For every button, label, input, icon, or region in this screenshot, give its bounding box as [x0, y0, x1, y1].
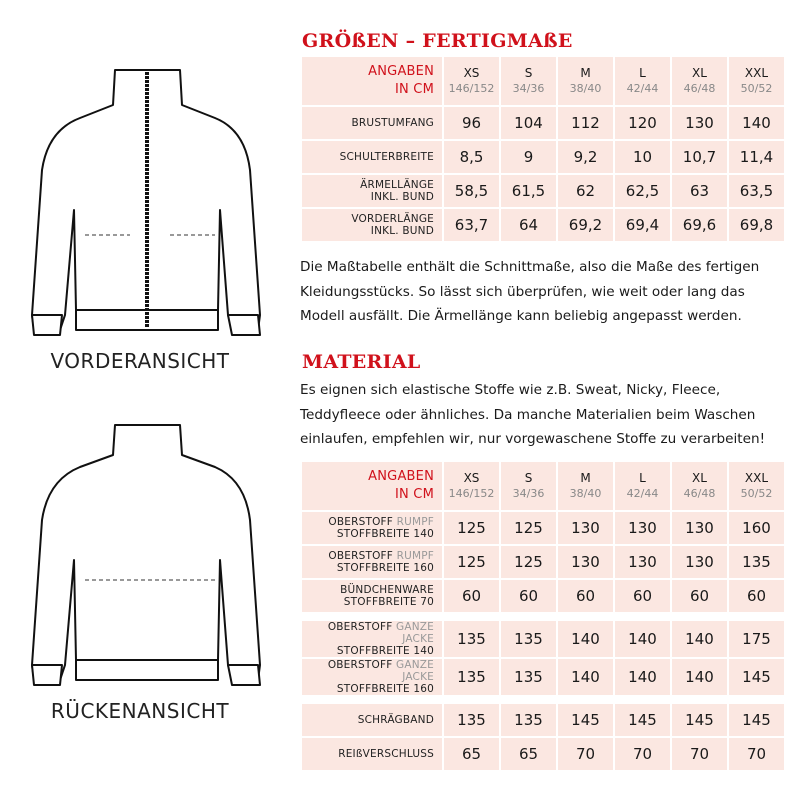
row-gap: [301, 696, 785, 703]
table-row: [301, 106, 785, 140]
material-text: Es eignen sich elastische Stoffe wie z.B. Sweat, Nicky, Fleece, Teddyfleece oder ähnliches. Da manche Materialien beim Waschen einlaufen, empfehlen wir, nur vorgewaschene Stoffe zu verarbeiten!: [300, 382, 766, 447]
value-cell: 60: [728, 579, 785, 613]
value-cell: 125: [443, 545, 500, 579]
back-view-label: RÜCKENANSICHT: [50, 699, 230, 723]
size-col: XL 46/48: [671, 461, 728, 511]
value-cell: 69,4: [614, 208, 671, 242]
value-cell: 58,5: [443, 174, 500, 208]
row-label: SCHULTERBREITE: [301, 140, 443, 174]
value-cell: 140: [557, 658, 614, 696]
size-col: XXL 50/52: [728, 461, 785, 511]
value-cell: 145: [614, 703, 671, 737]
material-title: MATERIAL: [302, 351, 421, 373]
table-row: [301, 579, 785, 613]
value-cell: 130: [614, 511, 671, 545]
value-cell: 104: [500, 106, 557, 140]
row-label: ÄRMELLÄNGE INKL. BUND: [301, 174, 443, 208]
value-cell: 8,5: [443, 140, 500, 174]
value-cell: 140: [614, 620, 671, 658]
value-cell: 64: [500, 208, 557, 242]
row-label: OBERSTOFF GANZE JACKE STOFFBREITE 160: [301, 658, 443, 696]
sizes-title: GRÖßEN – FERTIGMAßE: [302, 30, 573, 52]
front-view-label: VORDERANSICHT: [50, 349, 230, 373]
value-cell: 65: [443, 737, 500, 771]
size-col: L 42/44: [614, 461, 671, 511]
row-label: BÜNDCHENWARE STOFFBREITE 70: [301, 579, 443, 613]
value-cell: 69,2: [557, 208, 614, 242]
size-col: S 34/36: [500, 461, 557, 511]
value-cell: 145: [557, 703, 614, 737]
value-cell: 130: [671, 545, 728, 579]
value-cell: 60: [557, 579, 614, 613]
size-col: XS 146/152: [443, 56, 500, 106]
jacket-front-illustration: [10, 60, 280, 350]
row-label: SCHRÄGBAND: [301, 703, 443, 737]
value-cell: 69,8: [728, 208, 785, 242]
row-label: VORDERLÄNGE INKL. BUND: [301, 208, 443, 242]
value-cell: 125: [500, 545, 557, 579]
value-cell: 175: [728, 620, 785, 658]
value-cell: 145: [671, 703, 728, 737]
value-cell: 145: [728, 658, 785, 696]
value-cell: 9: [500, 140, 557, 174]
size-col: M 38/40: [557, 461, 614, 511]
row-label: OBERSTOFF RUMPF STOFFBREITE 160: [301, 545, 443, 579]
value-cell: 130: [557, 545, 614, 579]
value-cell: 60: [614, 579, 671, 613]
value-cell: 70: [614, 737, 671, 771]
table-row: [301, 511, 785, 545]
value-cell: 145: [728, 703, 785, 737]
value-cell: 130: [671, 106, 728, 140]
size-col: L 42/44: [614, 56, 671, 106]
value-cell: 11,4: [728, 140, 785, 174]
value-cell: 61,5: [500, 174, 557, 208]
value-cell: 62,5: [614, 174, 671, 208]
value-cell: 63,5: [728, 174, 785, 208]
row-label: OBERSTOFF GANZE JACKE STOFFBREITE 140: [301, 620, 443, 658]
value-cell: 135: [728, 545, 785, 579]
value-cell: 125: [443, 511, 500, 545]
size-col: XXL 50/52: [728, 56, 785, 106]
value-cell: 60: [443, 579, 500, 613]
value-cell: 112: [557, 106, 614, 140]
value-cell: 69,6: [671, 208, 728, 242]
header-label: ANGABEN IN CM: [301, 461, 443, 511]
value-cell: 70: [671, 737, 728, 771]
table-row: [301, 174, 785, 208]
row-gap: [301, 613, 785, 620]
size-col: M 38/40: [557, 56, 614, 106]
table-row: [301, 620, 785, 658]
sizes-note: Die Maßtabelle enthält die Schnittmaße, also die Maße des fertigen Kleidungsstücks. So lässt sich überprüfen, wie weit oder lang das Modell ausfällt. Die Ärmellänge kann beliebig angepasst werden.: [300, 259, 760, 324]
table-row: [301, 140, 785, 174]
row-label: OBERSTOFF RUMPF STOFFBREITE 140: [301, 511, 443, 545]
value-cell: 63,7: [443, 208, 500, 242]
size-col: XS 146/152: [443, 461, 500, 511]
size-col: XL 46/48: [671, 56, 728, 106]
value-cell: 120: [614, 106, 671, 140]
value-cell: 140: [728, 106, 785, 140]
value-cell: 135: [500, 620, 557, 658]
value-cell: 140: [671, 620, 728, 658]
value-cell: 62: [557, 174, 614, 208]
value-cell: 140: [614, 658, 671, 696]
table-row: [301, 658, 785, 696]
table-row: [301, 737, 785, 771]
value-cell: 130: [614, 545, 671, 579]
value-cell: 130: [557, 511, 614, 545]
material-header-row: [301, 461, 785, 511]
jacket-back-illustration: [10, 415, 280, 700]
value-cell: 125: [500, 511, 557, 545]
value-cell: 140: [671, 658, 728, 696]
value-cell: 140: [557, 620, 614, 658]
value-cell: 135: [500, 703, 557, 737]
table-row: [301, 703, 785, 737]
value-cell: 65: [500, 737, 557, 771]
sizes-header-row: [301, 56, 785, 106]
value-cell: 135: [500, 658, 557, 696]
value-cell: 96: [443, 106, 500, 140]
table-row: [301, 545, 785, 579]
material-table: [300, 460, 786, 772]
value-cell: 9,2: [557, 140, 614, 174]
row-label: BRUSTUMFANG: [301, 106, 443, 140]
value-cell: 60: [671, 579, 728, 613]
value-cell: 160: [728, 511, 785, 545]
table-row: [301, 208, 785, 242]
value-cell: 135: [443, 703, 500, 737]
value-cell: 135: [443, 620, 500, 658]
value-cell: 130: [671, 511, 728, 545]
value-cell: 135: [443, 658, 500, 696]
value-cell: 70: [728, 737, 785, 771]
value-cell: 60: [500, 579, 557, 613]
value-cell: 10: [614, 140, 671, 174]
value-cell: 63: [671, 174, 728, 208]
value-cell: 10,7: [671, 140, 728, 174]
header-label: ANGABEN IN CM: [301, 56, 443, 106]
value-cell: 70: [557, 737, 614, 771]
size-col: S 34/36: [500, 56, 557, 106]
row-label: REIßVERSCHLUSS: [301, 737, 443, 771]
sizes-table: [300, 55, 786, 243]
